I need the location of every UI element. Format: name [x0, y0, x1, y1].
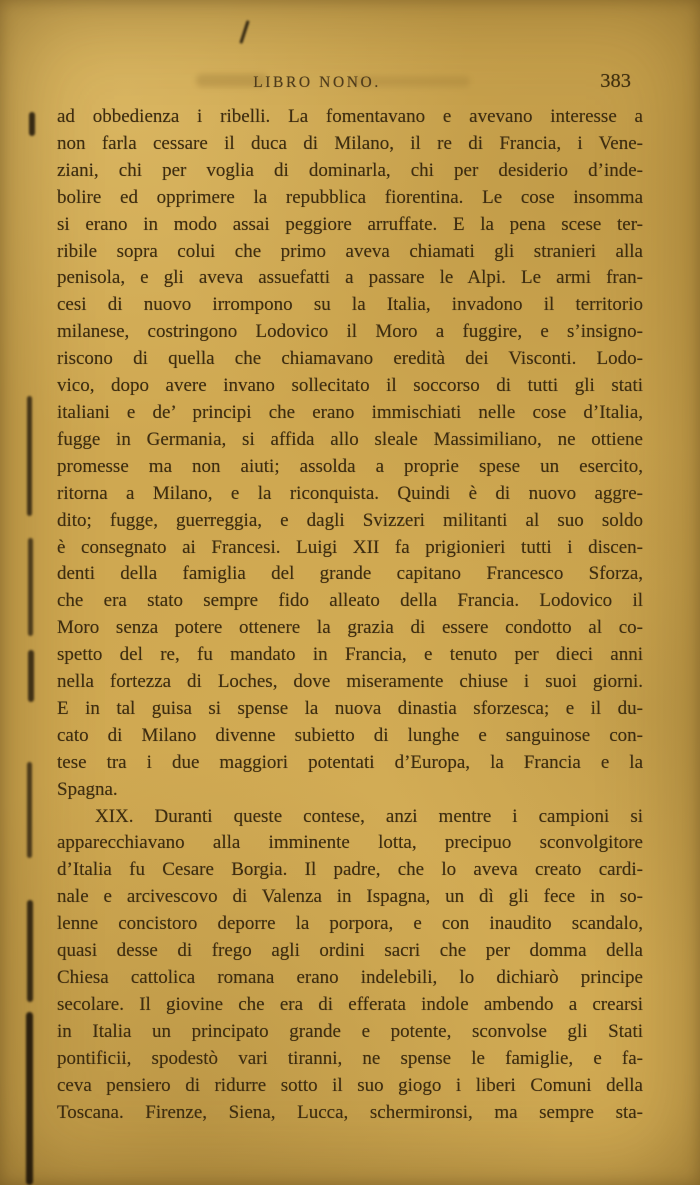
page-header [57, 70, 643, 96]
text-line: d’Italia fu Cesare Borgia. Il padre, che lo aveva creato cardi- [57, 859, 643, 881]
text-line: è consegnato ai Francesi. Luigi XII fa prigionieri tutti i discen- [57, 536, 643, 558]
text-line: spetto del re, fu mandato in Francia, e tenuto per dieci anni [57, 644, 643, 666]
text-line: cesi di nuovo irrompono su la Italia, invadono il territorio [57, 294, 643, 316]
binding-ink-mark [27, 396, 32, 516]
text-line: Moro senza potere ottenere la grazia di essere condotto al co- [57, 617, 643, 639]
text-line: ziani, chi per voglia di dominarla, chi per desiderio d’inde- [57, 159, 643, 181]
text-line: promesse ma non aiuti; assolda a proprie spese un esercito, [57, 455, 643, 477]
binding-ink-mark [27, 762, 32, 858]
text-line: che era stato sempre fido alleato della Francia. Lodovico il [57, 590, 643, 612]
binding-ink-mark [28, 538, 33, 636]
text-line: pontificii, spodestò vari tiranni, ne spense le famiglie, e fa- [57, 1047, 643, 1069]
text-line: Spagna. [57, 778, 118, 800]
binding-ink-mark [29, 112, 35, 136]
text-line: Chiesa cattolica romana erano indelebili, lo dichiarò principe [57, 967, 643, 988]
page-number: 383 [600, 70, 631, 92]
text-line: non farla cessare il duca di Milano, il re di Francia, i Vene- [57, 132, 643, 154]
binding-ink-mark [27, 900, 33, 1002]
text-line: nale e arcivescovo di Valenza in Ispagna, un dì gli fece in so- [57, 886, 643, 908]
text-line: bolire ed opprimere la repubblica fiorentina. Le cose insomma [57, 186, 643, 208]
text-line: Toscana. Firenze, Siena, Lucca, schermironsi, ma sempre sta- [57, 1101, 643, 1123]
text-line: fugge in Germania, si affida allo sleale Massimiliano, ne ottiene [57, 428, 643, 450]
text-line: apparecchiavano alla imminente lotta, precipuo sconvolgitore [57, 832, 643, 854]
binding-ink-mark [28, 650, 34, 702]
text-line: penisola, e gli aveva assuefatti a passare le Alpi. Le armi fran- [57, 267, 643, 289]
text-line: cato di Milano divenne subietto di lunghe e sanguinose con- [57, 724, 643, 746]
text-line: riscono di quella che chiamavano eredità dei Visconti. Lodo- [57, 348, 643, 370]
ink-mark [239, 20, 249, 44]
text-line: ritorna a Milano, e la riconquista. Quindi è di nuovo aggre- [57, 482, 643, 504]
text-line: ceva pensiero di ridurre sotto il suo giogo i liberi Comuni della [57, 1074, 643, 1096]
paragraph-1 [57, 104, 643, 804]
text-line: vico, dopo avere invano sollecitato il soccorso di tutti gli stati [57, 375, 643, 397]
text-line: dito; fugge, guerreggia, e dagli Svizzeri militanti al suo soldo [57, 509, 643, 531]
text-line: quasi desse di frego agli ordini sacri che per domma della [57, 940, 643, 962]
text-line: italiani e de’ principi che erano immischiati nelle cose d’Italia, [57, 401, 643, 423]
binding-ink-mark [26, 1012, 33, 1185]
text-line: XIX. Duranti queste contese, anzi mentre i campioni si [95, 805, 643, 827]
text-line: in Italia un principato grande e potente, sconvolse gli Stati [57, 1020, 643, 1042]
text-line: milanese, costringono Lodovico il Moro a fuggire, e s’insigno- [57, 321, 643, 343]
running-title: LIBRO NONO. [253, 74, 381, 91]
text-line: denti della famiglia del grande capitano Francesco Sforza, [57, 563, 643, 585]
paragraph-2 [57, 804, 643, 1127]
text-line: si erano in modo assai peggiore arruffate. E la pena scese ter- [57, 213, 643, 235]
text-line: nella fortezza di Loches, dove miseramente chiuse i suoi giorni. [57, 671, 643, 693]
text-block [57, 104, 643, 1126]
text-line: ad obbedienza i ribelli. La fomentavano e avevano interesse a [57, 106, 643, 127]
text-line: lenne concistoro deporre la porpora, e con inaudito scandalo, [57, 913, 643, 935]
text-line: tese tra i due maggiori potentati d’Europa, la Francia e la [57, 751, 643, 773]
text-line: ribile sopra colui che primo aveva chiamati gli stranieri alla [57, 240, 643, 262]
text-line: E in tal guisa si spense la nuova dinastia sforzesca; e il du- [57, 697, 643, 719]
text-line: secolare. Il giovine che era di efferata indole ambendo a crearsi [57, 993, 643, 1015]
